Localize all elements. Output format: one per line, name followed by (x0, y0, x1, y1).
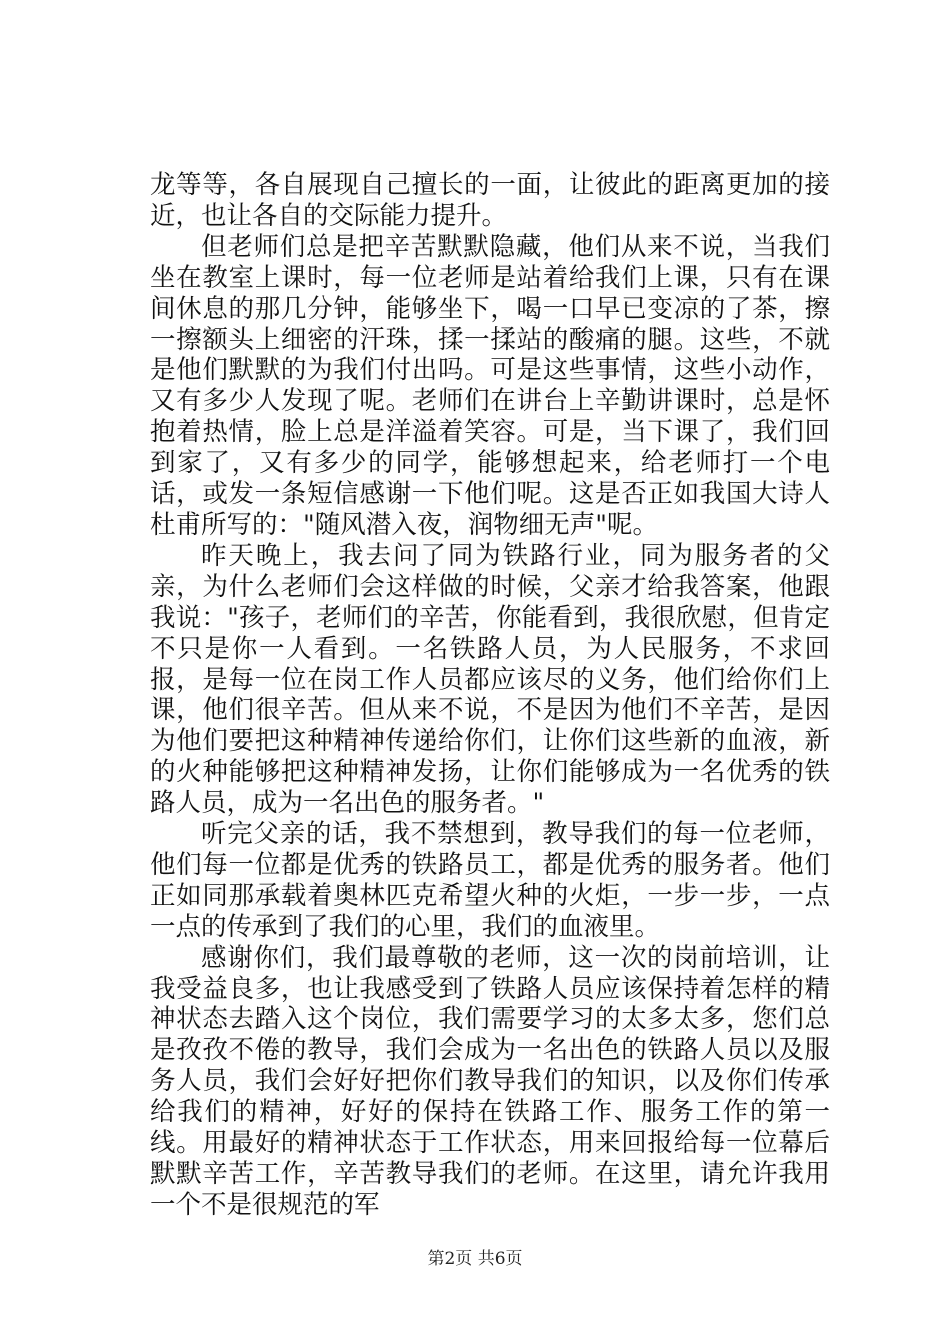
page-number-footer: 第2页 共6页 (427, 1249, 523, 1269)
paragraph-4: 听完父亲的话，我不禁想到，教导我们的每一位老师，他们每一位都是优秀的铁路员工，都是优秀的服务者。他们正如同那承载着奥林匹克希望火种的火炬，一步一步，一点一点的传承到了我们的心里，我们的血液里。 (150, 819, 830, 942)
paragraph-1: 龙等等，各自展现自己擅长的一面，让彼此的距离更加的接近，也让各自的交际能力提升。 (150, 170, 830, 231)
paragraph-3: 昨天晚上，我去问了同为铁路行业，同为服务者的父亲，为什么老师们会这样做的时候，父亲才给我答案，他跟我说："孩子，老师们的辛苦，你能看到，我很欣慰，但肯定不只是你一人看到。一名铁路人员，为人民服务，不求回报，是每一位在岗工作人员都应该尽的义务，他们给你们上课，他们很辛苦。但从来不说，不是因为他们不辛苦，是因为他们要把这种精神传递给你们，让你们这些新的血液，新的火种能够把这种精神发扬，让你们能够成为一名优秀的铁路人员，成为一名出色的服务者。" (150, 540, 830, 819)
paragraph-2: 但老师们总是把辛苦默默隐藏，他们从来不说，当我们坐在教室上课时，每一位老师是站着给我们上课，只有在课间休息的那几分钟，能够坐下，喝一口早已变凉的了茶，擦一擦额头上细密的汗珠，揉一揉站的酸痛的腿。这些，不就是他们默默的为我们付出吗。可是这些事情，这些小动作，又有多少人发现了呢。老师们在讲台上辛勤讲课时，总是怀抱着热情，脸上总是洋溢着笑容。可是，当下课了，我们回到家了，又有多少的同学，能够想起来，给老师打一个电话，或发一条短信感谢一下他们呢。这是否正如我国大诗人杜甫所写的："随风潜入夜，润物细无声"呢。 (150, 231, 830, 540)
document-body (150, 170, 830, 1221)
paragraph-5: 感谢你们，我们最尊敬的老师，这一次的岗前培训，让我受益良多，也让我感受到了铁路人员应该保持着怎样的精神状态去踏入这个岗位，我们需要学习的太多太多，您们总是孜孜不倦的教导，我们会成为一名出色的铁路人员以及服务人员，我们会好好把你们教导我们的知识，以及你们传承给我们的精神，好好的保持在铁路工作、服务工作的第一线。用最好的精神状态于工作状态，用来回报给每一位幕后默默辛苦工作，辛苦教导我们的老师。在这里，请允许我用一个不是很规范的军 (150, 942, 830, 1220)
